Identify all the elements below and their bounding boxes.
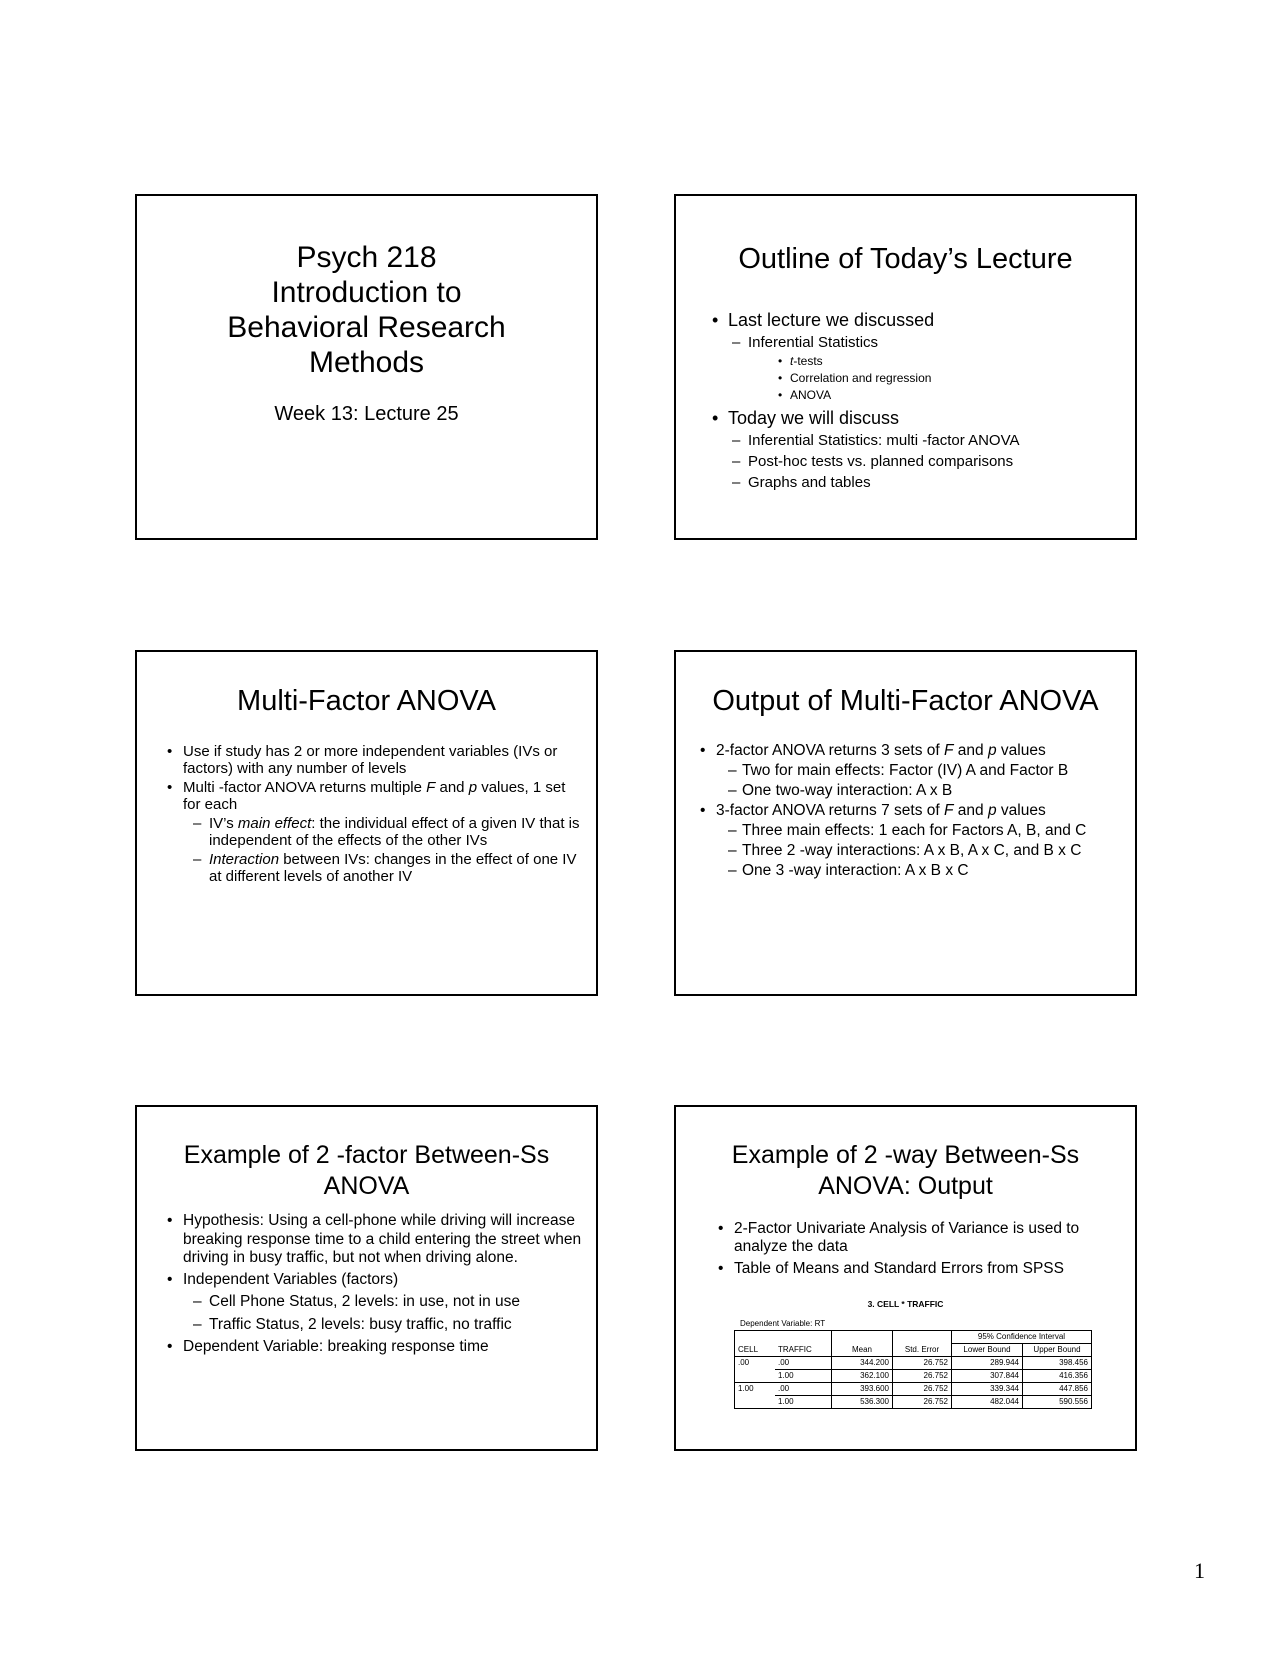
title-line: Example of 2 -way Between-Ss (731, 1141, 1080, 1169)
col-header: TRAFFIC (775, 1344, 832, 1357)
table-row (735, 1383, 1092, 1396)
table-header-row (735, 1331, 1092, 1344)
sub-bullet: – Two for main effects: Factor (IV) A and Factor B (698, 761, 1128, 781)
italic-p: p (468, 779, 478, 796)
italic-p: p (987, 802, 997, 819)
page-number: 1 (1194, 1558, 1205, 1583)
slide-multifactor (135, 650, 598, 996)
cell: 447.856 (1023, 1383, 1092, 1396)
italic-p: p (987, 742, 997, 759)
col-header: Upper Bound (1023, 1344, 1092, 1357)
bullet-list (698, 741, 1128, 881)
cell: 339.344 (952, 1383, 1023, 1396)
cell: 26.752 (893, 1383, 952, 1396)
sub-bullet: – Traffic Status, 2 levels: busy traffic, no traffic (165, 1315, 585, 1335)
cell (735, 1370, 776, 1383)
cell: 289.944 (952, 1357, 1023, 1370)
text: and (953, 742, 988, 759)
sub-bullet: – One 3 -way interaction: A x B x C (698, 861, 1128, 881)
cell: 482.044 (952, 1396, 1023, 1409)
sub-bullet: – Cell Phone Status, 2 levels: in use, not in use (165, 1292, 585, 1312)
text: between IVs: changes in the effect of one IV at different levels of another IV (209, 851, 577, 885)
col-header: Lower Bound (952, 1344, 1023, 1357)
text: -tests (793, 354, 823, 368)
cell: 398.456 (1023, 1357, 1092, 1370)
italic-text: main effect (237, 815, 312, 832)
cell: 307.844 (952, 1370, 1023, 1383)
cell: 344.200 (832, 1357, 893, 1370)
bullet: • Use if study has 2 or more independent variables (IVs or factors) with any number of levels (165, 743, 585, 777)
cell: 393.600 (832, 1383, 893, 1396)
cell: .00 (738, 1358, 750, 1368)
cell: 26.752 (893, 1370, 952, 1383)
spss-means-table (734, 1330, 1092, 1409)
sub-sub-bullet: • ANOVA (710, 387, 1130, 404)
sub-bullet: – Three 2 -way interactions: A x B, A x C, and B x C (698, 841, 1128, 861)
sub-bullet: – Inferential Statistics: multi -factor ANOVA (710, 430, 1130, 451)
slide-heading: Multi-Factor ANOVA (237, 685, 496, 717)
bullet: • Table of Means and Standard Errors from SPSS (716, 1260, 1116, 1278)
bullet (698, 801, 1128, 821)
bullet-list (165, 1212, 585, 1360)
sub-bullet: – Inferential Statistics (710, 332, 1130, 353)
col-header: CELL (735, 1344, 776, 1357)
text: IV’s (209, 815, 238, 832)
text: and (435, 779, 469, 796)
cell: 590.556 (1023, 1396, 1092, 1409)
slide-outline (674, 194, 1137, 540)
italic-t: t (790, 354, 794, 368)
sub-bullet: – Three main effects: 1 each for Factors A, B, and C (698, 821, 1128, 841)
title-line: ANOVA: Output (818, 1172, 993, 1200)
bullet: • Dependent Variable: breaking response time (165, 1338, 585, 1357)
italic-f: F (944, 802, 954, 819)
bullet-list (165, 743, 585, 885)
slide-heading (137, 1140, 596, 1202)
slide-subtitle: Week 13: Lecture 25 (274, 403, 459, 425)
cell: 1.00 (735, 1383, 776, 1396)
ci-header: 95% Confidence Interval (952, 1331, 1092, 1344)
slide-title-heading (137, 240, 596, 380)
cell: .00 (775, 1383, 832, 1396)
cell: 26.752 (893, 1396, 952, 1409)
sub-bullet (165, 851, 585, 885)
title-line: Example of 2 -factor Between-Ss (183, 1141, 550, 1169)
bullet-list (710, 308, 1130, 493)
cell: 362.100 (832, 1370, 893, 1383)
title-line: Psych 218 (296, 241, 437, 274)
bullet: • Last lecture we discussed (710, 308, 1130, 332)
table-row (735, 1370, 1092, 1383)
cell: 416.356 (1023, 1370, 1092, 1383)
text: 2-factor ANOVA returns 3 sets of (716, 742, 945, 759)
sub-bullet: – Graphs and tables (710, 472, 1130, 493)
table-header-row (735, 1344, 1092, 1357)
sub-bullet: – Post-hoc tests vs. planned comparisons (710, 451, 1130, 472)
slide-output (674, 650, 1137, 996)
cell: 536.300 (832, 1396, 893, 1409)
text: Multi -factor ANOVA returns multiple (183, 779, 427, 796)
bullet: • 2-Factor Univariate Analysis of Variance is used to analyze the data (716, 1220, 1116, 1256)
bullet: • Today we will discuss (710, 406, 1130, 430)
slide-example-output (674, 1105, 1137, 1451)
title-line: Behavioral Research (227, 311, 506, 344)
slide-heading (676, 1140, 1135, 1202)
slide-example (135, 1105, 598, 1451)
bullet: • Hypothesis: Using a cell-phone while driving will increase breaking response time to a child entering the street when driving in busy traffic, but not when driving alone. (165, 1212, 585, 1268)
title-line: Introduction to (271, 276, 462, 309)
text: and (953, 802, 988, 819)
text: : the individual effect of a given IV that is independent of the effects of the other IVs (209, 815, 580, 849)
col-header: Mean (832, 1344, 893, 1357)
cell (735, 1396, 776, 1409)
title-line: Methods (308, 346, 425, 379)
bullet-list (716, 1220, 1116, 1282)
bullet: • Independent Variables (factors) (165, 1271, 585, 1290)
col-header: Std. Error (893, 1344, 952, 1357)
sub-bullet (165, 815, 585, 849)
bullet (165, 779, 585, 813)
table-title: 3. CELL * TRAFFIC (867, 1299, 944, 1309)
table-row (735, 1396, 1092, 1409)
italic-f: F (426, 779, 436, 796)
cell: 1.00 (775, 1396, 832, 1409)
bullet (698, 741, 1128, 761)
slide-heading: Outline of Today’s Lecture (738, 243, 1073, 275)
cell: 26.752 (893, 1357, 952, 1370)
title-line: ANOVA (323, 1172, 410, 1200)
cell: 1.00 (775, 1370, 832, 1383)
text: values (996, 802, 1046, 819)
slide-title (135, 194, 598, 540)
text: values, 1 set for each (183, 779, 566, 813)
cell: .00 (778, 1358, 790, 1367)
table-dependent-variable: Dependent Variable: RT (740, 1319, 826, 1328)
italic-text: Interaction (209, 851, 280, 868)
italic-f: F (944, 742, 954, 759)
text: values (996, 742, 1046, 759)
table-row (735, 1357, 1092, 1370)
sub-sub-bullet: • Correlation and regression (710, 370, 1130, 387)
slide-heading: Output of Multi-Factor ANOVA (712, 685, 1099, 717)
sub-sub-bullet (710, 353, 1130, 370)
text: 3-factor ANOVA returns 7 sets of (716, 802, 945, 819)
sub-bullet: – One two-way interaction: A x B (698, 781, 1128, 801)
